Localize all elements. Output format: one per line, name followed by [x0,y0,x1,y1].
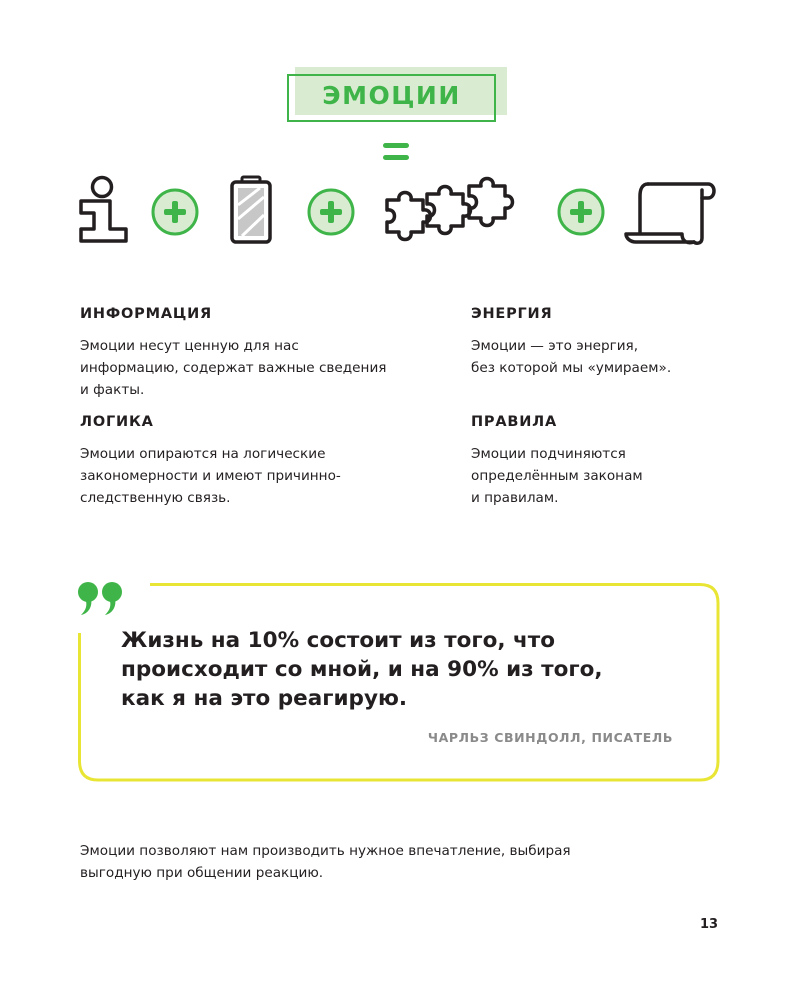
text-line: Эмоции подчиняются [471,446,626,462]
quote-author: ЧАРЛЬЗ СВИНДОЛЛ, ПИСАТЕЛЬ [427,730,673,745]
section-heading-logic: ЛОГИКА [80,414,154,430]
section-heading-information: ИНФОРМАЦИЯ [80,306,213,322]
puzzle-icon [383,172,523,246]
text-line: выгодную при общении реакцию. [80,865,324,881]
text-line: Эмоции несут ценную для нас [80,338,299,354]
page-number: 13 [700,917,719,932]
quote-line: Жизнь на 10% состоит из того, что [121,628,556,653]
text-line: информацию, содержат важные сведения [80,360,387,376]
info-icon [76,173,132,245]
battery-icon [228,175,274,247]
section-text-information [80,335,386,401]
text-line: Эмоции позволяют нам производить нужное впечатление, выбирая [80,843,571,859]
page-title: ЭМОЦИИ [322,80,461,110]
section-text-logic [80,443,341,509]
text-line: закономерности и имеют причинно- [80,468,341,484]
text-line: и факты. [80,382,145,398]
section-heading-rules: ПРАВИЛА [471,414,558,430]
text-line: и правилам. [471,490,559,506]
title-box [287,74,496,122]
section-text-energy [471,335,671,379]
scroll-icon [622,176,720,248]
text-line: определённым законам [471,468,643,484]
equals-icon [383,143,409,163]
quote-mark-icon [77,580,125,616]
section-heading-energy: ЭНЕРГИЯ [471,306,553,322]
quote-line: как я на это реагирую. [121,686,408,711]
section-text-rules [471,443,643,509]
quote-line: происходит со мной, и на 90% из того, [121,657,603,682]
quote-text [121,626,681,713]
text-line: Эмоции — это энергия, [471,338,639,354]
plus-icon [556,187,606,237]
text-line: следственную связь. [80,490,231,506]
text-line: Эмоции опираются на логические [80,446,326,462]
plus-icon [150,187,200,237]
bottom-paragraph [80,840,720,884]
title-block [287,67,507,125]
text-line: без которой мы «умираем». [471,360,672,376]
plus-icon [306,187,356,237]
